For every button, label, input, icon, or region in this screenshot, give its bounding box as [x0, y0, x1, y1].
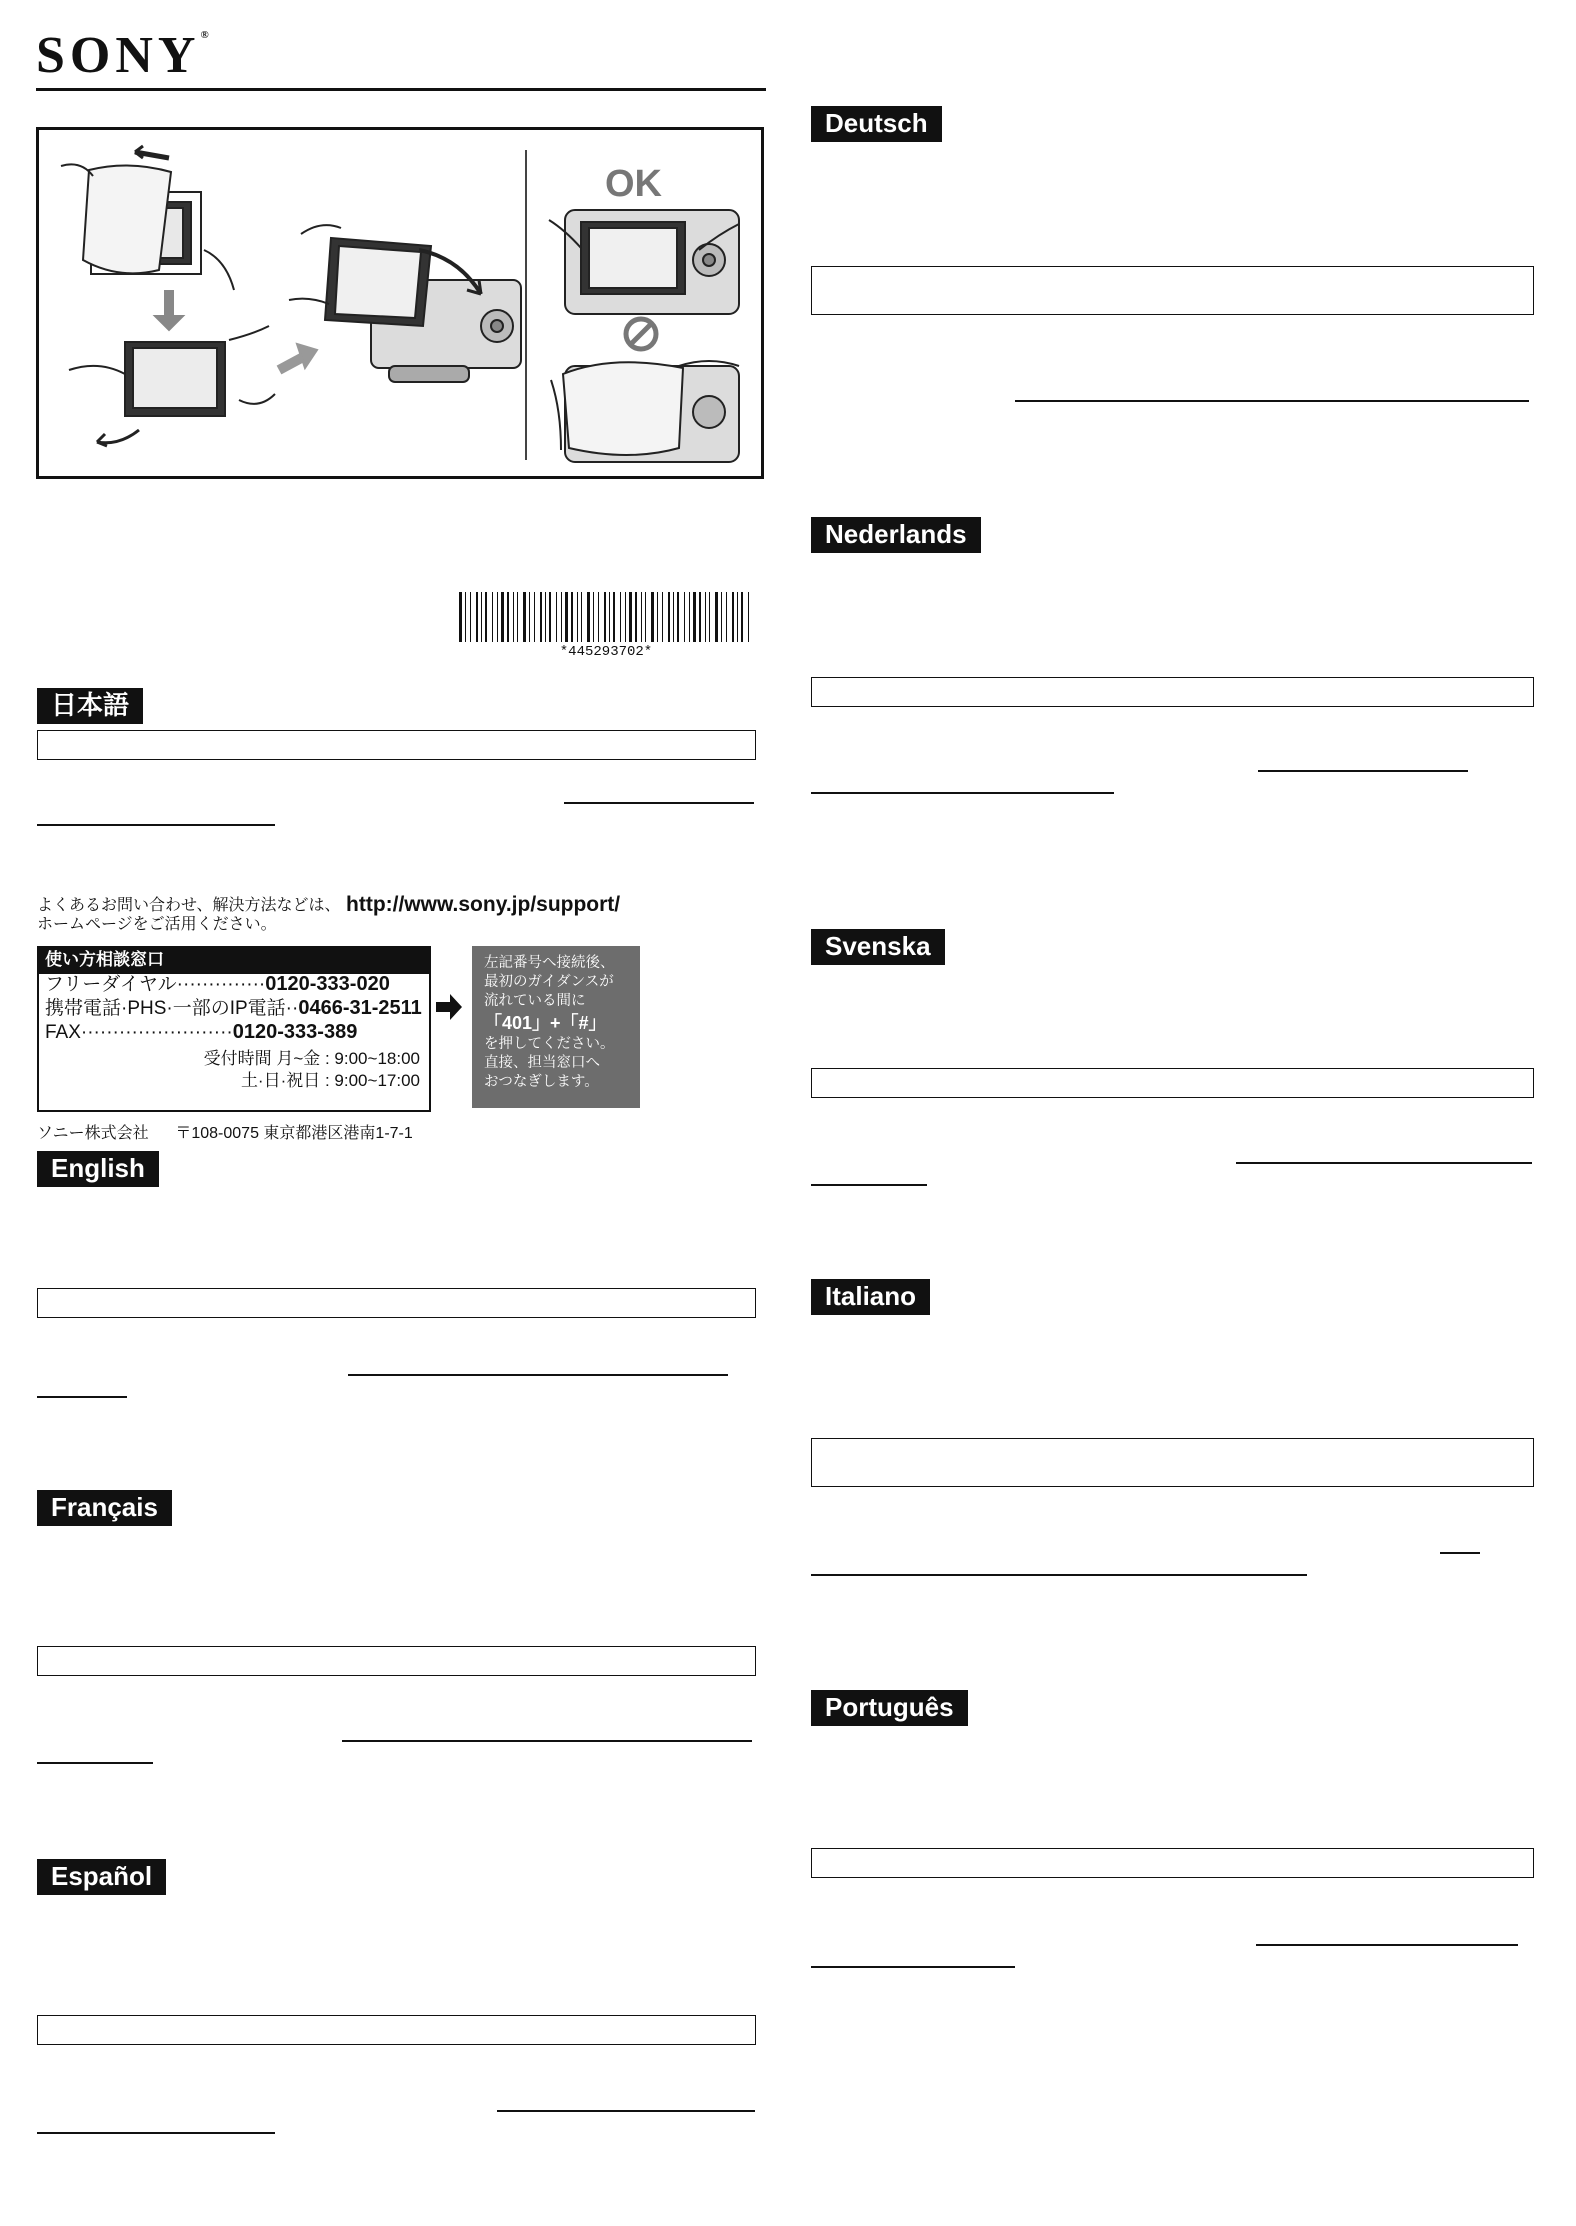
header-rule: [36, 88, 766, 91]
sony-logo: SONY®: [36, 27, 209, 84]
contact-row: フリーダイヤル··············0120-333-020: [45, 973, 390, 995]
lang-tag-english: English: [37, 1151, 159, 1187]
support-hours: 受付時間 月~金 : 9:00~18:00 土·日·祝日 : 9:00~17:00: [203, 1049, 420, 1090]
lang-tag-portugues: Português: [811, 1690, 968, 1726]
lang-tag-svenska: Svenska: [811, 929, 945, 965]
svenska-underline: [1236, 1162, 1532, 1164]
deutsch-note-box: [811, 266, 1534, 315]
english-underline: [37, 1396, 127, 1398]
japanese-note-box: [37, 730, 756, 760]
lang-tag-nederlands: Nederlands: [811, 517, 981, 553]
japanese-underline: [564, 802, 754, 804]
ok-label: OK: [605, 163, 662, 205]
portugues-note-box: [811, 1848, 1534, 1878]
nederlands-underline: [1258, 770, 1468, 772]
contact-row: 携帯電話·PHS·一部のIP電話··0466-31-2511: [45, 997, 422, 1019]
lang-tag-francais: Français: [37, 1490, 172, 1526]
english-underline: [348, 1374, 728, 1376]
barcode-number: *445293702*: [559, 644, 653, 660]
francais-underline: [37, 1762, 153, 1764]
portugues-underline: [811, 1966, 1015, 1968]
barcode: [457, 592, 755, 644]
svenska-note-box: [811, 1068, 1534, 1098]
nederlands-underline: [811, 792, 1114, 794]
espanol-underline: [37, 2132, 275, 2134]
installation-illustration: [36, 127, 764, 479]
lang-tag-espanol: Español: [37, 1859, 166, 1895]
lang-tag-japanese: 日本語: [37, 688, 143, 724]
lang-tag-deutsch: Deutsch: [811, 106, 942, 142]
english-note-box: [37, 1288, 756, 1318]
italiano-note-box: [811, 1438, 1534, 1487]
svenska-underline: [811, 1184, 927, 1186]
espanol-note-box: [37, 2015, 756, 2045]
francais-note-box: [37, 1646, 756, 1676]
japanese-underline: [37, 824, 275, 826]
italiano-underline: [811, 1574, 1307, 1576]
support-url-link[interactable]: http://www.sony.jp/support/: [346, 893, 621, 916]
deutsch-underline: [1015, 400, 1529, 402]
company-address: ソニー株式会社 〒108-0075 東京都港区港南1-7-1: [37, 1125, 413, 1142]
support-box-title: 使い方相談窓口: [37, 946, 431, 974]
prohibited-icon: [626, 319, 656, 349]
contact-row: FAX························0120-333-389: [45, 1021, 358, 1043]
nederlands-note-box: [811, 677, 1534, 707]
francais-underline: [342, 1740, 752, 1742]
espanol-underline: [497, 2110, 755, 2112]
italiano-underline: [1440, 1552, 1480, 1554]
guidance-box: 左記番号へ接続後、 最初のガイダンスが 流れている間に 「401」+「#」 を押してください。 直接、担当窓口へ おつなぎします。: [472, 946, 640, 1108]
portugues-underline: [1256, 1944, 1518, 1946]
lang-tag-italiano: Italiano: [811, 1279, 930, 1315]
support-intro: よくあるお問い合わせ、解決方法などは、 ホームページをご活用ください。: [37, 897, 341, 933]
arrow-right-icon: [434, 992, 464, 1022]
